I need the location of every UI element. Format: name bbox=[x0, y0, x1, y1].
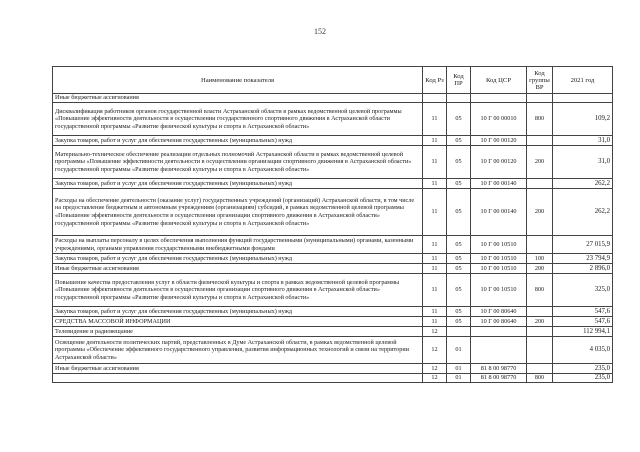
cell-vr bbox=[527, 337, 553, 364]
cell-csr bbox=[471, 327, 527, 337]
cell-csr: 10 Г 00 00140 bbox=[471, 179, 527, 189]
table-row bbox=[53, 136, 613, 146]
cell-name: Расходы на выплаты персоналу в целях обеспечения выполнения функций государственными (муниципальными) органами, казенными учреждениями, органами управления государственными внебюджетными фондами bbox=[53, 236, 423, 254]
cell-pr: 05 bbox=[447, 264, 471, 274]
cell-pr: 05 bbox=[447, 179, 471, 189]
cell-csr: 81 8 00 98770 bbox=[471, 364, 527, 374]
cell-csr bbox=[471, 337, 527, 364]
cell-name: Закупка товаров, работ и услуг для обеспечения государственных (муниципальных) нужд bbox=[53, 307, 423, 317]
cell-rz: 11 bbox=[423, 307, 447, 317]
header-name: Наименование показателя bbox=[53, 67, 423, 94]
cell-rz: 11 bbox=[423, 254, 447, 264]
cell-rz: 11 bbox=[423, 136, 447, 146]
cell-vr bbox=[527, 94, 553, 103]
cell-vr bbox=[527, 364, 553, 374]
cell-pr: 05 bbox=[447, 103, 471, 136]
cell-vr: 800 bbox=[527, 374, 553, 383]
cell-amount: 2 896,0 bbox=[553, 264, 613, 274]
cell-rz: 12 bbox=[423, 374, 447, 383]
cell-rz: 11 bbox=[423, 264, 447, 274]
cell-rz bbox=[423, 94, 447, 103]
cell-vr: 100 bbox=[527, 254, 553, 264]
cell-rz: 11 bbox=[423, 179, 447, 189]
cell-pr: 05 bbox=[447, 307, 471, 317]
cell-amount: 23 794,9 bbox=[553, 254, 613, 264]
cell-rz: 11 bbox=[423, 103, 447, 136]
table-row bbox=[53, 327, 613, 337]
cell-vr: 200 bbox=[527, 317, 553, 327]
cell-pr: 01 bbox=[447, 374, 471, 383]
cell-vr: 200 bbox=[527, 264, 553, 274]
cell-amount: 4 035,0 bbox=[553, 337, 613, 364]
cell-name: Расходы на обеспечение деятельности (оказание услуг) государственных учреждений (организаций) Астраханской области, в том числе на предоставление бюджетным и автономным учреждениям (организациям) субсидий, в рамках ведомственной целевой программы «Повышение эффективности деятельности в осуществлении организации спортивного движения в Астраханской области» государственной программы «Развитие физической культуры и спорта в Астраханской области» bbox=[53, 189, 423, 236]
cell-rz: 11 bbox=[423, 146, 447, 179]
table-row bbox=[53, 264, 613, 274]
cell-amount: 31,0 bbox=[553, 136, 613, 146]
cell-vr: 200 bbox=[527, 189, 553, 236]
cell-pr: 05 bbox=[447, 317, 471, 327]
cell-name: Закупка товаров, работ и услуг для обеспечения государственных (муниципальных) нужд bbox=[53, 136, 423, 146]
cell-name: Материально-техническое обеспечение реализации отдельных полномочий Астраханской области в рамках ведомственной целевой программы «Повышение эффективности деятельности в осуществлении организации спортивного движения в Астраханской области» государственной программы «Развитие физической культуры и спорта в Астраханской области» bbox=[53, 146, 423, 179]
cell-name: Закупка товаров, работ и услуг для обеспечения государственных (муниципальных) нужд bbox=[53, 254, 423, 264]
cell-pr: 05 bbox=[447, 189, 471, 236]
cell-csr: 10 Г 00 10510 bbox=[471, 274, 527, 307]
cell-amount: 112 994,1 bbox=[553, 327, 613, 337]
cell-pr: 05 bbox=[447, 236, 471, 254]
cell-pr: 05 bbox=[447, 254, 471, 264]
cell-amount: 547,6 bbox=[553, 317, 613, 327]
cell-vr bbox=[527, 136, 553, 146]
table-row bbox=[53, 374, 613, 383]
cell-name: Закупка товаров, работ и услуг для обеспечения государственных (муниципальных) нужд bbox=[53, 179, 423, 189]
cell-csr: 10 Г 00 80640 bbox=[471, 317, 527, 327]
cell-name: Иные бюджетные ассигнования bbox=[53, 264, 423, 274]
header-csr: Код ЦСР bbox=[471, 67, 527, 94]
cell-pr bbox=[447, 327, 471, 337]
cell-amount: 27 015,9 bbox=[553, 236, 613, 254]
table-row bbox=[53, 307, 613, 317]
cell-pr: 01 bbox=[447, 364, 471, 374]
cell-vr: 800 bbox=[527, 103, 553, 136]
cell-amount: 235,0 bbox=[553, 364, 613, 374]
cell-csr: 10 Г 00 10510 bbox=[471, 254, 527, 264]
cell-amount: 325,0 bbox=[553, 274, 613, 307]
cell-csr: 10 Г 00 10510 bbox=[471, 236, 527, 254]
cell-csr: 10 Г 00 00010 bbox=[471, 103, 527, 136]
cell-csr: 10 Г 00 80640 bbox=[471, 307, 527, 317]
table-row bbox=[53, 364, 613, 374]
cell-rz: 11 bbox=[423, 236, 447, 254]
cell-name: Телевидение и радиовещание bbox=[53, 327, 423, 337]
cell-name bbox=[53, 374, 423, 383]
table-row bbox=[53, 103, 613, 136]
header-pr: Код ПР bbox=[447, 67, 471, 94]
table-row bbox=[53, 317, 613, 327]
cell-vr: 200 bbox=[527, 146, 553, 179]
cell-amount: 547,6 bbox=[553, 307, 613, 317]
header-vr: Код группы ВР bbox=[527, 67, 553, 94]
table-row bbox=[53, 179, 613, 189]
cell-csr: 81 8 00 98770 bbox=[471, 374, 527, 383]
cell-pr: 05 bbox=[447, 146, 471, 179]
budget-table bbox=[52, 66, 613, 383]
cell-csr: 10 Г 00 00120 bbox=[471, 136, 527, 146]
table-row bbox=[53, 189, 613, 236]
table-row bbox=[53, 337, 613, 364]
cell-amount: 109,2 bbox=[553, 103, 613, 136]
header-rz: Код Рз bbox=[423, 67, 447, 94]
cell-pr: 01 bbox=[447, 337, 471, 364]
cell-amount: 262,2 bbox=[553, 179, 613, 189]
cell-rz: 12 bbox=[423, 364, 447, 374]
cell-name: Иные бюджетные ассигнования bbox=[53, 94, 423, 103]
cell-amount bbox=[553, 94, 613, 103]
cell-csr: 10 Г 00 00140 bbox=[471, 189, 527, 236]
cell-pr bbox=[447, 94, 471, 103]
table-header-row bbox=[53, 67, 613, 94]
cell-pr: 05 bbox=[447, 274, 471, 307]
cell-rz: 12 bbox=[423, 337, 447, 364]
cell-rz: 11 bbox=[423, 189, 447, 236]
cell-name: СРЕДСТВА МАССОВОЙ ИНФОРМАЦИИ bbox=[53, 317, 423, 327]
cell-name: Освещение деятельности политических партий, представленных в Думе Астраханской области, в рамках ведомственной целевой программы «Обеспечение эффективного государственного управления, развития информационных технологий и связи на территории Астраханской области» bbox=[53, 337, 423, 364]
header-year: 2021 год bbox=[553, 67, 613, 94]
table-row bbox=[53, 236, 613, 254]
table-row bbox=[53, 254, 613, 264]
cell-rz: 12 bbox=[423, 327, 447, 337]
cell-pr: 05 bbox=[447, 136, 471, 146]
cell-vr bbox=[527, 179, 553, 189]
cell-vr: 800 bbox=[527, 274, 553, 307]
cell-amount: 235,0 bbox=[553, 374, 613, 383]
table-row bbox=[53, 274, 613, 307]
cell-name: Дисквалификация работников органов государственной власти Астраханской области в рамках ведомственной целевой программы «Повышение эффективности деятельности в осуществлении государственного спортивного движения в Астраханской области государственной программы «Развитие физической культуры и спорта в Астраханской области» bbox=[53, 103, 423, 136]
cell-rz: 11 bbox=[423, 317, 447, 327]
cell-csr: 10 Г 00 10510 bbox=[471, 264, 527, 274]
cell-csr bbox=[471, 94, 527, 103]
cell-name: Повышение качества предоставления услуг в области физической культуры и спорта в рамках ведомственной целевой программы «Повышение эффективности деятельности в осуществлении организации спортивного движения в Астраханской области» государственной программы «Развитие физической культуры и спорта в Астраханской области» bbox=[53, 274, 423, 307]
cell-name: Иные бюджетные ассигнования bbox=[53, 364, 423, 374]
table-row bbox=[53, 94, 613, 103]
cell-rz: 11 bbox=[423, 274, 447, 307]
page-number: 152 bbox=[314, 27, 326, 36]
cell-vr bbox=[527, 327, 553, 337]
cell-vr bbox=[527, 236, 553, 254]
cell-vr bbox=[527, 307, 553, 317]
table-row bbox=[53, 146, 613, 179]
cell-amount: 31,0 bbox=[553, 146, 613, 179]
cell-amount: 262,2 bbox=[553, 189, 613, 236]
cell-csr: 10 Г 00 00120 bbox=[471, 146, 527, 179]
